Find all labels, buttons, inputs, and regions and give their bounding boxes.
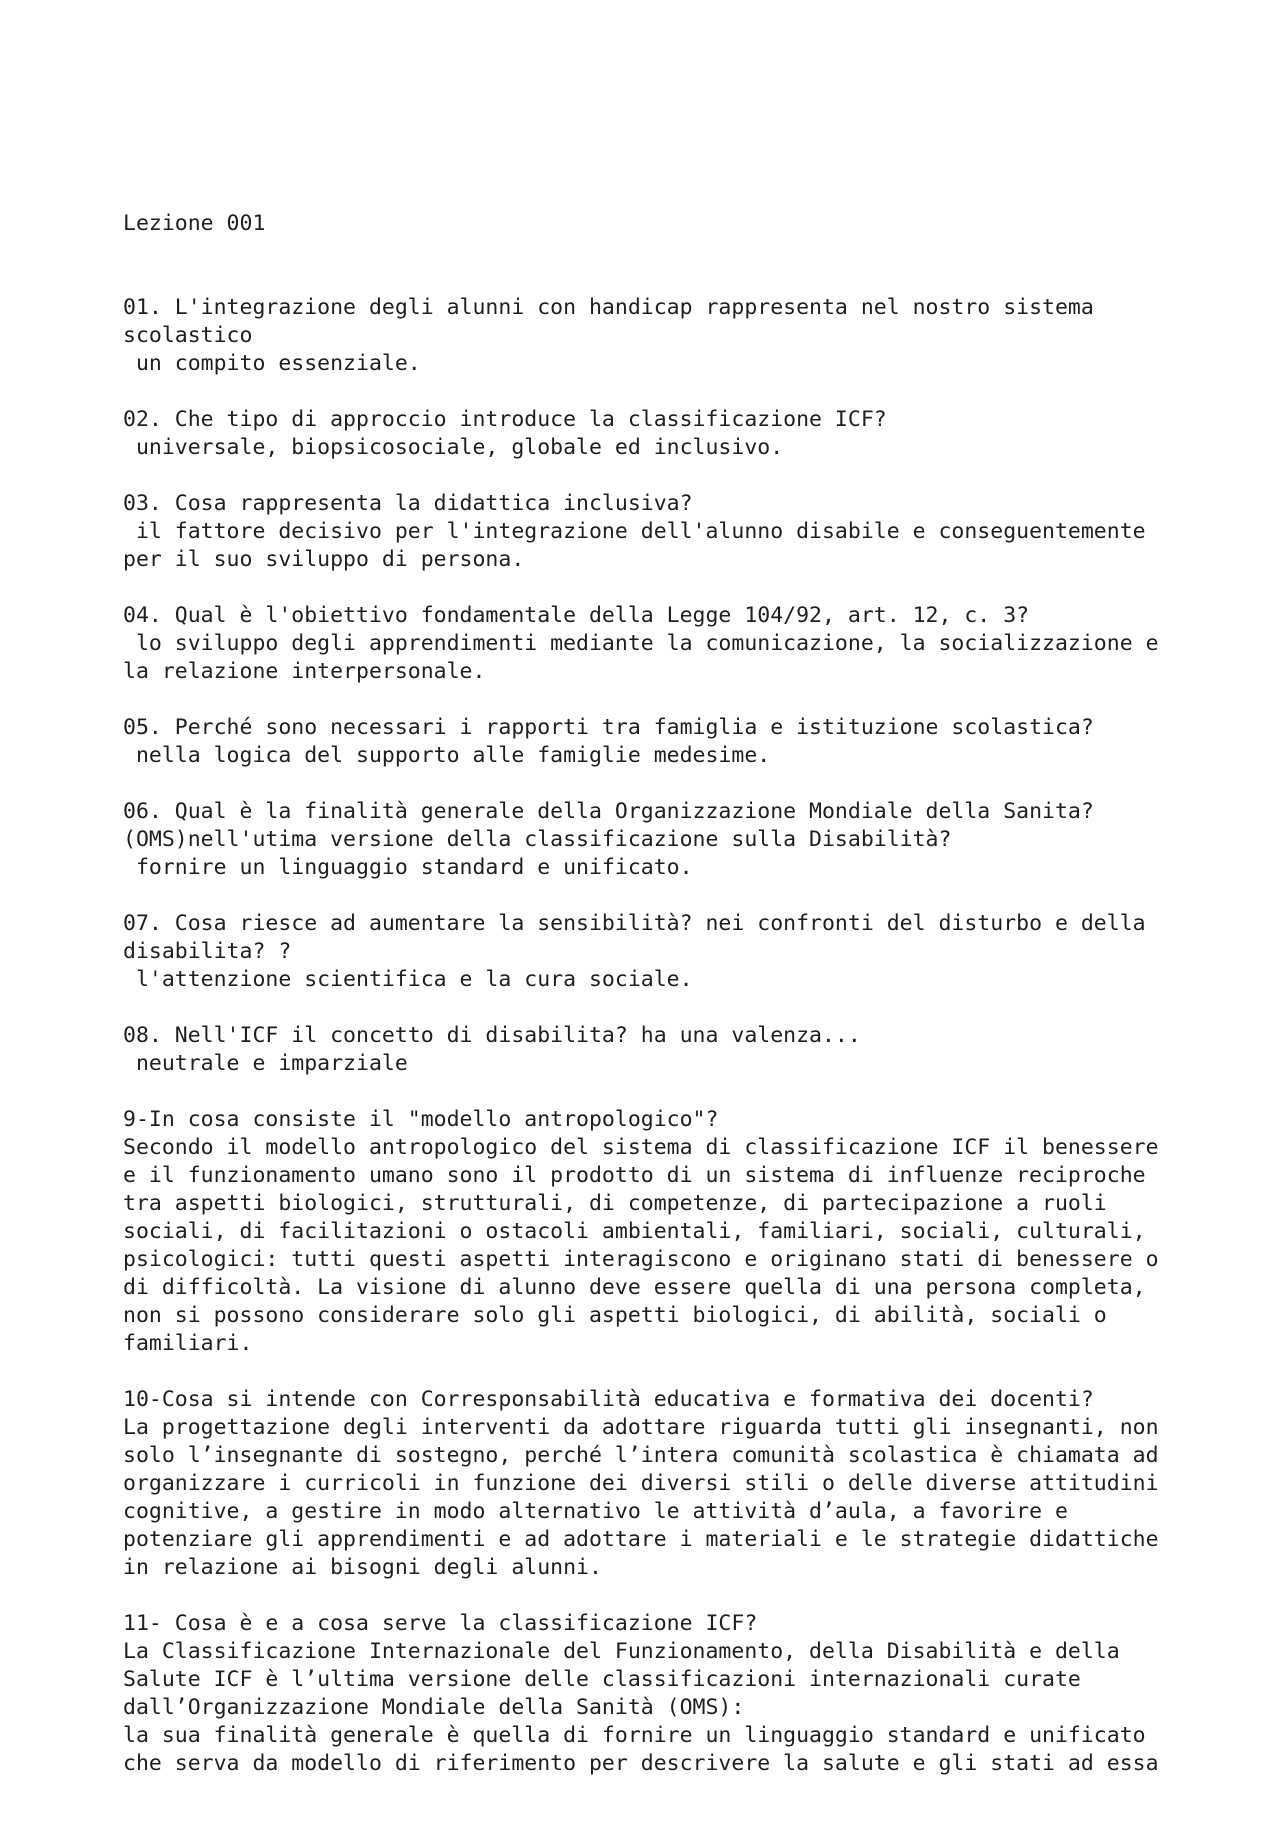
paragraph-spacer	[123, 1582, 1203, 1610]
answer-text: fornire un linguaggio standard e unificato.	[123, 855, 693, 880]
question-text: 05. Perché sono necessari i rapporti tra famiglia e istituzione scolastica?	[123, 715, 1094, 740]
paragraph-spacer	[123, 1358, 1203, 1386]
question-item	[123, 798, 1203, 910]
answer-text: La progettazione degli interventi da adottare riguarda tutti gli insegnanti, non	[123, 1415, 1159, 1440]
question-text: disabilita? ?	[123, 939, 292, 964]
answer-text: solo l’insegnante di sostegno, perché l’intera comunità scolastica è chiamata ad	[123, 1443, 1159, 1468]
document-body	[123, 154, 1203, 1834]
paragraph-spacer	[123, 686, 1203, 714]
question-text: 03. Cosa rappresenta la didattica inclusiva?	[123, 491, 693, 516]
answer-text: La Classificazione Internazionale del Funzionamento, della Disabilità e della	[123, 1639, 1120, 1664]
answer-text: non si possono considerare solo gli aspetti biologici, di abilità, sociali o	[123, 1303, 1107, 1328]
paragraph-spacer	[123, 994, 1203, 1022]
answer-text: un compito essenziale.	[123, 351, 421, 376]
question-text: 06. Qual è la finalità generale della Organizzazione Mondiale della Sanita?	[123, 799, 1094, 824]
question-text: 08. Nell'ICF il concetto di disabilita? ha una valenza...	[123, 1023, 861, 1048]
lesson-heading: Lezione 001	[123, 211, 266, 236]
question-text: 11- Cosa è e a cosa serve la classificazione ICF?	[123, 1611, 758, 1636]
answer-text: sociali, di facilitazioni o ostacoli ambientali, familiari, sociali, culturali,	[123, 1219, 1146, 1244]
answer-text: dall’Organizzazione Mondiale della Sanità (OMS):	[123, 1695, 745, 1720]
answer-text: potenziare gli apprendimenti e ad adottare i materiali e le strategie didattiche	[123, 1527, 1159, 1552]
paragraph-spacer	[123, 1078, 1203, 1106]
answer-text: cognitive, a gestire in modo alternativo le attività d’aula, a favorire e	[123, 1499, 1068, 1524]
question-list	[123, 294, 1203, 1778]
question-text: 01. L'integrazione degli alunni con handicap rappresenta nel nostro sistema	[123, 295, 1094, 320]
question-item	[123, 602, 1203, 714]
answer-text: familiari.	[123, 1331, 253, 1356]
paragraph-spacer	[123, 770, 1203, 798]
answer-text: Secondo il modello antropologico del sistema di classificazione ICF il benessere	[123, 1135, 1159, 1160]
question-text: (OMS)nell'utima versione della classificazione sulla Disabilità?	[123, 827, 952, 852]
question-item	[123, 1386, 1203, 1610]
answer-text: tra aspetti biologici, strutturali, di competenze, di partecipazione a ruoli	[123, 1191, 1107, 1216]
answer-text: e il funzionamento umano sono il prodotto di un sistema di influenze reciproche	[123, 1163, 1146, 1188]
answer-text: in relazione ai bisogni degli alunni.	[123, 1555, 602, 1580]
question-text: scolastico	[123, 323, 253, 348]
answer-text: organizzare i curricoli in funzione dei diversi stili o delle diverse attitudini	[123, 1471, 1159, 1496]
answer-text: lo sviluppo degli apprendimenti mediante la comunicazione, la socializzazione e	[123, 631, 1159, 656]
question-item	[123, 294, 1203, 406]
question-item	[123, 406, 1203, 490]
answer-text: Salute ICF è l’ultima versione delle classificazioni internazionali curate	[123, 1667, 1081, 1692]
question-item	[123, 1610, 1203, 1778]
question-item	[123, 910, 1203, 1022]
question-item	[123, 714, 1203, 798]
answer-text: la sua finalità generale è quella di fornire un linguaggio standard e unificato	[123, 1723, 1146, 1748]
question-item	[123, 1022, 1203, 1106]
question-text: 04. Qual è l'obiettivo fondamentale della Legge 104/92, art. 12, c. 3?	[123, 603, 1030, 628]
question-text: 9-In cosa consiste il "modello antropologico"?	[123, 1107, 719, 1132]
answer-text: l'attenzione scientifica e la cura sociale.	[123, 967, 693, 992]
answer-text: neutrale e imparziale	[123, 1051, 408, 1076]
answer-text: per il suo sviluppo di persona.	[123, 547, 525, 572]
question-text: 10-Cosa si intende con Corresponsabilità educativa e formativa dei docenti?	[123, 1387, 1094, 1412]
answer-text: nella logica del supporto alle famiglie medesime.	[123, 743, 771, 768]
answer-text: che serva da modello di riferimento per descrivere la salute e gli stati ad essa	[123, 1751, 1159, 1776]
answer-text: psicologici: tutti questi aspetti interagiscono e originano stati di benessere o	[123, 1247, 1159, 1272]
question-item	[123, 490, 1203, 602]
question-text: 07. Cosa riesce ad aumentare la sensibilità? nei confronti del disturbo e della	[123, 911, 1146, 936]
paragraph-spacer	[123, 574, 1203, 602]
answer-text: universale, biopsicosociale, globale ed inclusivo.	[123, 435, 784, 460]
paragraph-spacer	[123, 882, 1203, 910]
paragraph-spacer	[123, 462, 1203, 490]
paragraph-spacer	[123, 378, 1203, 406]
answer-text: di difficoltà. La visione di alunno deve essere quella di una persona completa,	[123, 1275, 1146, 1300]
answer-text: il fattore decisivo per l'integrazione dell'alunno disabile e conseguentemente	[123, 519, 1146, 544]
question-text: 02. Che tipo di approccio introduce la classificazione ICF?	[123, 407, 887, 432]
answer-text: la relazione interpersonale.	[123, 659, 486, 684]
question-item	[123, 1106, 1203, 1386]
